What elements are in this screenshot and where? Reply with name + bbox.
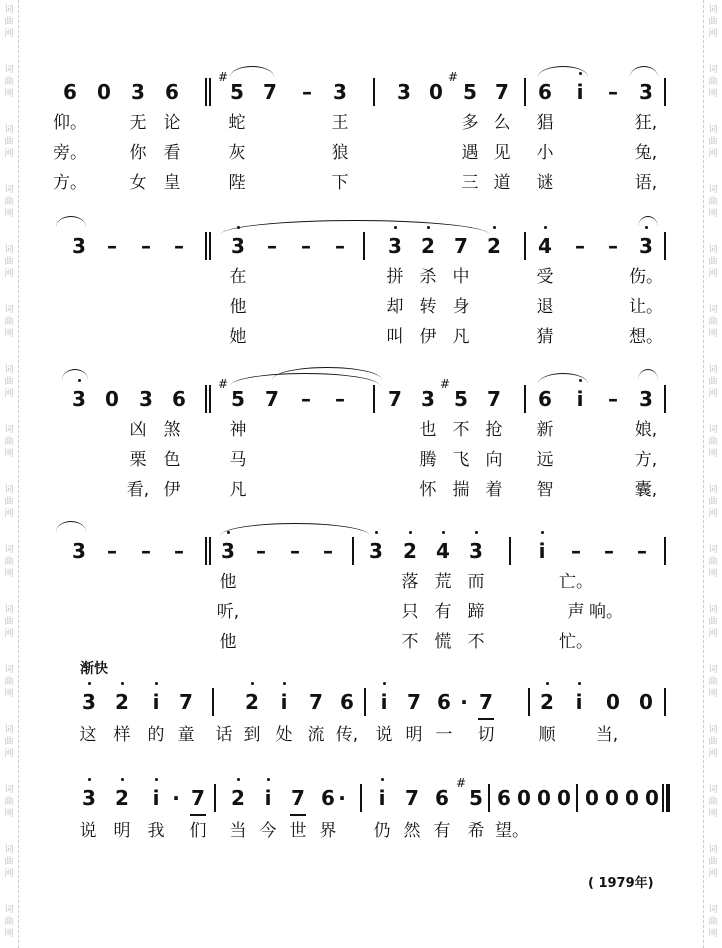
lyric-syllable: 囊, — [634, 480, 658, 500]
lyric-syllable: 的 — [147, 725, 165, 745]
lyric-syllable: 中 — [452, 267, 470, 287]
lyric-syllable: 一 — [435, 725, 453, 745]
lyric-syllable: 希 — [467, 821, 485, 841]
watermark-text: 词 曲 网 — [4, 425, 14, 459]
notation-row: 3 – – – 3 – – – 3 2 7 2 4 – – 3 — [62, 232, 672, 262]
watermark-text: 词 曲 网 — [708, 605, 718, 639]
lyric-line — [53, 108, 672, 136]
lyric-syllable: 多 — [461, 113, 479, 133]
watermark-text: 词 曲 网 — [4, 5, 14, 39]
lyric-syllable: 见 — [493, 143, 511, 163]
lyric-syllable: 传, — [335, 725, 359, 745]
lyric-syllable: 杀 — [419, 267, 437, 287]
lyric-syllable: 让。 — [629, 297, 663, 317]
lyric-syllable: 切 — [477, 725, 495, 745]
lyric-syllable: 怀 — [419, 480, 437, 500]
lyric-syllable: 方。 — [53, 173, 87, 193]
tempo-mark: 渐快 — [80, 661, 108, 677]
watermark-text: 词 曲 网 — [4, 665, 14, 699]
lyric-syllable: 马 — [229, 450, 247, 470]
lyric-syllable: 样 — [113, 725, 131, 745]
watermark-text: 词 曲 网 — [708, 185, 718, 219]
notation-row: 3 – – – 3 – – – 3 2 4 3 i – – – — [62, 537, 672, 567]
lyric-syllable: 伊 — [419, 327, 437, 347]
watermark-text: 词 曲 网 — [4, 605, 14, 639]
watermark-text: 词 曲 网 — [4, 305, 14, 339]
lyric-line — [62, 597, 672, 625]
watermark-text: 词 曲 网 — [708, 905, 718, 939]
lyric-syllable: 蹄 — [467, 602, 485, 622]
lyric-syllable: 荒 — [434, 572, 452, 592]
lyric-syllable: 界 — [319, 821, 337, 841]
lyric-syllable: 色 — [163, 450, 181, 470]
lyric-syllable: 他 — [219, 572, 237, 592]
lyric-syllable: 煞 — [163, 420, 181, 440]
lyric-syllable: 今 — [259, 821, 277, 841]
lyric-syllable: 这 — [79, 725, 97, 745]
lyric-line — [62, 475, 672, 503]
watermark-text: 词 曲 网 — [4, 125, 14, 159]
watermark-text: 词 曲 网 — [4, 905, 14, 939]
notation-row: 6 0 3 6 # 5 7 – 3 3 0 # 5 7 6 i – 3 — [62, 78, 672, 108]
lyric-syllable: 凡 — [452, 327, 470, 347]
notation-row: 3 0 3 6 # 5 7 – – 7 3 # 5 7 6 i – 3 — [62, 385, 672, 415]
watermark-text: 词 曲 网 — [4, 365, 14, 399]
lyric-line — [62, 627, 672, 655]
lyric-line — [62, 262, 672, 290]
lyric-syllable: 陛 — [228, 173, 246, 193]
watermark-text: 词 曲 网 — [4, 845, 14, 879]
lyric-syllable: 么 — [493, 113, 511, 133]
lyric-syllable: 然 — [403, 821, 421, 841]
lyric-syllable: 看 — [163, 143, 181, 163]
lyric-syllable: 揣 — [452, 480, 470, 500]
year-note: ( 1979年) — [588, 876, 654, 891]
lyric-syllable: 话 — [215, 725, 233, 745]
watermark-text: 词 曲 网 — [708, 845, 718, 879]
lyric-syllable: 处 — [275, 725, 293, 745]
lyric-syllable: 仰。 — [53, 113, 87, 133]
lyric-syllable: 不 — [452, 420, 470, 440]
lyric-syllable: 慌 — [434, 632, 452, 652]
lyric-syllable: 有 — [434, 602, 452, 622]
watermark-text: 词 曲 网 — [708, 365, 718, 399]
lyric-syllable: 她 — [229, 327, 247, 347]
lyric-syllable: 你 — [129, 143, 147, 163]
lyric-syllable: 忙。 — [559, 632, 593, 652]
lyric-syllable: 智 — [536, 480, 554, 500]
lyric-syllable: 下 — [331, 173, 349, 193]
lyric-syllable: 却 — [386, 297, 404, 317]
lyric-syllable: 仍 — [373, 821, 391, 841]
lyric-syllable: 叫 — [386, 327, 404, 347]
lyric-syllable: 猜 — [536, 327, 554, 347]
lyric-syllable: 拼 — [386, 267, 404, 287]
lyric-syllable: 论 — [163, 113, 181, 133]
lyric-syllable: 着 — [485, 480, 503, 500]
lyric-syllable: 狂, — [634, 113, 658, 133]
lyric-syllable: 听, — [216, 602, 240, 622]
lyric-syllable: 三 — [461, 173, 479, 193]
lyric-syllable: 方, — [634, 450, 658, 470]
lyric-syllable: 他 — [229, 297, 247, 317]
lyric-line — [53, 168, 672, 196]
lyric-syllable: 猖 — [536, 113, 554, 133]
lyric-syllable: 蛇 — [228, 113, 246, 133]
left-watermark-strip — [0, 0, 19, 948]
lyric-syllable: 不 — [467, 632, 485, 652]
lyric-syllable: 想。 — [629, 327, 663, 347]
lyric-line — [62, 816, 672, 844]
lyric-syllable: 当, — [595, 725, 619, 745]
watermark-text: 词 曲 网 — [708, 485, 718, 519]
lyric-syllable: 腾 — [419, 450, 437, 470]
lyric-syllable: 飞 — [452, 450, 470, 470]
lyric-line — [62, 292, 672, 320]
watermark-text: 词 曲 网 — [4, 485, 14, 519]
lyric-line — [53, 138, 672, 166]
lyric-syllable: 谜 — [536, 173, 554, 193]
lyric-syllable: 我 — [147, 821, 165, 841]
lyric-syllable: 转 — [419, 297, 437, 317]
lyric-syllable: 女 — [129, 173, 147, 193]
lyric-syllable: 他 — [219, 632, 237, 652]
watermark-text: 词 曲 网 — [708, 665, 718, 699]
watermark-text: 词 曲 网 — [708, 785, 718, 819]
lyric-syllable: 王 — [331, 113, 349, 133]
notation-row: 3 2 i 7 2 i 7 6 i 7 6 · 7 2 i 0 0 — [62, 688, 672, 718]
lyric-syllable: 们 — [189, 821, 207, 841]
right-watermark-strip — [703, 0, 722, 948]
lyric-syllable: 新 — [536, 420, 554, 440]
lyric-syllable: 童 — [177, 725, 195, 745]
lyric-syllable: 说 — [375, 725, 393, 745]
lyric-syllable: 明 — [405, 725, 423, 745]
lyric-syllable: 亡。 — [559, 572, 593, 592]
lyric-syllable: 到 — [243, 725, 261, 745]
lyric-syllable: 皇 — [163, 173, 181, 193]
lyric-syllable: 语, — [634, 173, 658, 193]
lyric-syllable: 神 — [229, 420, 247, 440]
lyric-syllable: 受 — [536, 267, 554, 287]
lyric-syllable: 无 — [129, 113, 147, 133]
lyric-syllable: 只 — [401, 602, 419, 622]
lyric-syllable: 凡 — [229, 480, 247, 500]
watermark-text: 词 曲 网 — [4, 785, 14, 819]
lyric-syllable: 世 — [289, 821, 307, 841]
lyric-line — [62, 567, 672, 595]
lyric-syllable: 灰 — [228, 143, 246, 163]
lyric-syllable: 兔, — [634, 143, 658, 163]
watermark-text: 词 曲 网 — [4, 245, 14, 279]
lyric-syllable: 凶 — [129, 420, 147, 440]
lyric-syllable: 身 — [452, 297, 470, 317]
watermark-text: 词 曲 网 — [708, 125, 718, 159]
watermark-text: 词 曲 网 — [708, 5, 718, 39]
watermark-text: 词 曲 网 — [708, 545, 718, 579]
lyric-syllable: 当 — [229, 821, 247, 841]
lyric-syllable: 望。 — [495, 821, 529, 841]
lyric-syllable: 落 — [401, 572, 419, 592]
lyric-syllable: 流 — [307, 725, 325, 745]
lyric-line — [62, 415, 672, 443]
watermark-text: 词 曲 网 — [4, 725, 14, 759]
watermark-text: 词 曲 网 — [708, 65, 718, 99]
lyric-syllable: 声 — [567, 602, 585, 622]
lyric-syllable: 不 — [401, 632, 419, 652]
watermark-text: 词 曲 网 — [708, 305, 718, 339]
lyric-syllable: 远 — [536, 450, 554, 470]
lyric-line — [62, 720, 672, 748]
lyric-syllable: 而 — [467, 572, 485, 592]
lyric-syllable: 也 — [419, 420, 437, 440]
watermark-text: 词 曲 网 — [4, 65, 14, 99]
lyric-syllable: 伊 — [163, 480, 181, 500]
lyric-syllable: 遇 — [461, 143, 479, 163]
lyric-syllable: 狼 — [331, 143, 349, 163]
lyric-line — [62, 445, 672, 473]
lyric-syllable: 小 — [536, 143, 554, 163]
lyric-syllable: 说 — [79, 821, 97, 841]
lyric-syllable: 抢 — [485, 420, 503, 440]
lyric-syllable: 娘, — [634, 420, 658, 440]
lyric-syllable: 旁。 — [53, 143, 87, 163]
lyric-syllable: 看, — [126, 480, 150, 500]
lyric-syllable: 向 — [485, 450, 503, 470]
watermark-text: 词 曲 网 — [4, 545, 14, 579]
lyric-syllable: 在 — [229, 267, 247, 287]
watermark-text: 词 曲 网 — [708, 425, 718, 459]
lyric-syllable: 退 — [536, 297, 554, 317]
lyric-syllable: 顺 — [538, 725, 556, 745]
lyric-syllable: 栗 — [129, 450, 147, 470]
watermark-text: 词 曲 网 — [708, 725, 718, 759]
lyric-line — [62, 322, 672, 350]
lyric-syllable: 响。 — [589, 602, 623, 622]
lyric-syllable: 明 — [113, 821, 131, 841]
watermark-text: 词 曲 网 — [708, 245, 718, 279]
lyric-syllable: 道 — [493, 173, 511, 193]
notation-row: 3 2 i · 7 2 i 7 6 · i 7 6 # 5 6 0 0 0 0 0 0 0 — [62, 784, 672, 814]
lyric-syllable: 有 — [433, 821, 451, 841]
lyric-syllable: 伤。 — [629, 267, 663, 287]
watermark-text: 词 曲 网 — [4, 185, 14, 219]
